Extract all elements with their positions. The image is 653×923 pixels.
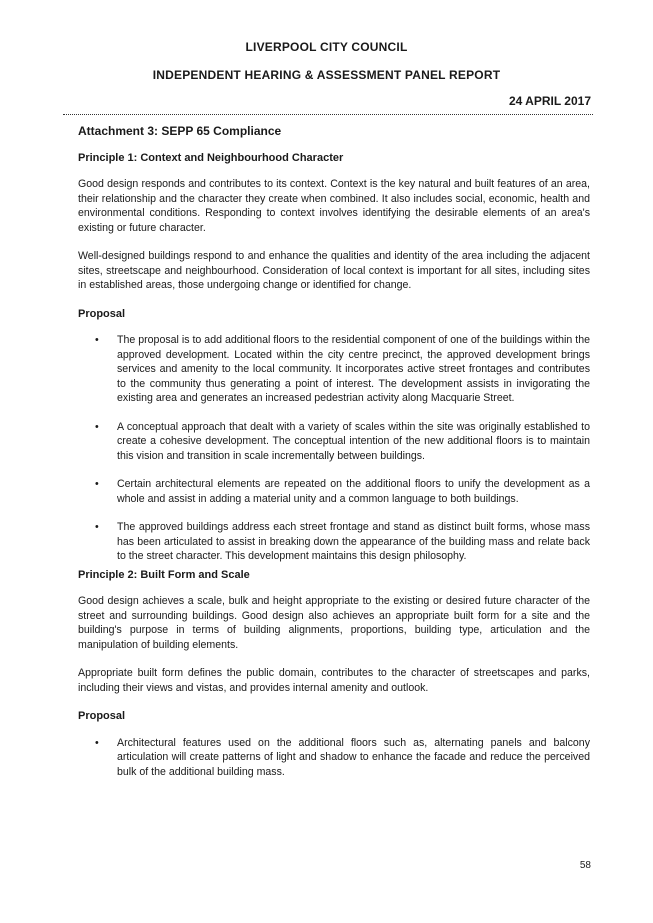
principle-2-heading: Principle 2: Built Form and Scale (78, 568, 250, 581)
principle-1-paragraph: Good design responds and contributes to its context. Context is the key natural and built features of an area, their relationship and the character they create when combined. It also includes social, economic, health and environmental conditions. Responding to context involves identifying the desirable elements of an area's existing or future character. (78, 178, 590, 234)
principle-2-paragraph: Good design achieves a scale, bulk and height appropriate to the existing or desired future character of the street and surrounding buildings. Good design also achieves an appropriate built form for a site and the building's purpose in terms of building alignments, proportions, building type, articulation and the manipulation of building elements. (78, 595, 590, 651)
proposal-bullet-list (78, 333, 590, 564)
proposal-bullet-list (78, 736, 590, 780)
report-title: INDEPENDENT HEARING & ASSESSMENT PANEL REPORT (152, 68, 501, 82)
bullet-item: • The proposal is to add additional floors to the residential component of one of the buildings within the approved development. Located within the city centre precinct, the approved development brings services and amenity to the local community. It incorporates active street frontages and contributes to the community thus generating a point of interest. The development assists in invigorating the existing area and generates an increased pedestrian activity along Macquarie Street. (78, 333, 590, 406)
attachment-title: Attachment 3: SEPP 65 Compliance (78, 124, 282, 138)
proposal-heading: Proposal (78, 710, 126, 722)
principle-2-paragraph: Appropriate built form defines the public domain, contributes to the character of streetscapes and parks, including their views and vistas, and provides internal amenity and outlook. (78, 667, 590, 694)
proposal-heading: Proposal (78, 307, 126, 320)
bullet-item: • A conceptual approach that dealt with a variety of scales within the site was originally established to create a cohesive development. The conceptual intention of the new additional floors is to maintain this vision and transition in scale incrementally between buildings. (78, 420, 590, 464)
bullet-item: • Architectural features used on the additional floors such as, alternating panels and balcony articulation will create patterns of light and shadow to enhance the facade and reduce the perceived bulk of the additional building mass. (78, 736, 590, 780)
principle-1-heading: Principle 1: Context and Neighbourhood Character (78, 151, 344, 164)
bullet-item: • The approved buildings address each street frontage and stand as distinct built forms, whose mass has been articulated to assist in breaking down the appearance of the building mass and relate back to the street character. This development maintains this design philosophy. (78, 520, 590, 564)
report-date: 24 APRIL 2017 (508, 94, 591, 108)
report-body (78, 124, 590, 793)
council-name: LIVERPOOL CITY COUNCIL (245, 40, 408, 54)
page-number: 58 (579, 860, 591, 871)
header-divider (63, 114, 593, 115)
principle-1-paragraph: Well-designed buildings respond to and enhance the qualities and identity of the area including the adjacent sites, streetscape and neighbourhood. Consideration of local context is important for all sites, including sites in established areas, those undergoing change or identified for change. (78, 250, 590, 291)
bullet-item: • Certain architectural elements are repeated on the additional floors to unify the development as a whole and assist in adding a material unity and a common language to both buildings. (78, 477, 590, 506)
